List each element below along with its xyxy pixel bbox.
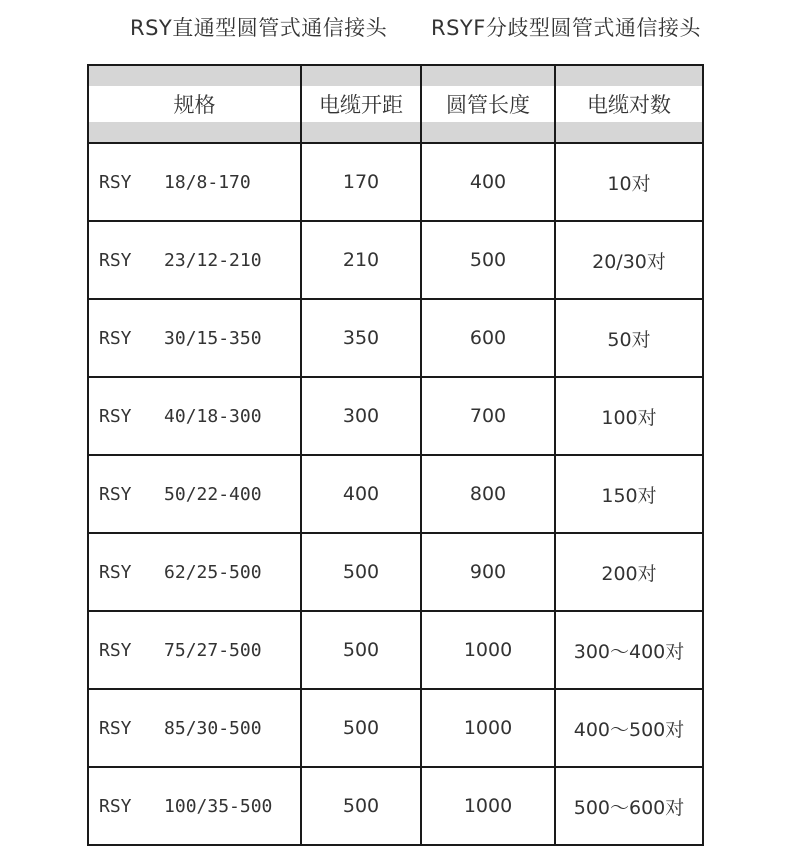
header-spec: 规格 (88, 65, 301, 143)
cell-spec: RSY 30/15-350 (88, 299, 301, 377)
cell-cable-pairs: 300～400对 (555, 611, 703, 689)
table-row (88, 689, 703, 767)
cell-tube-length: 1000 (421, 611, 555, 689)
table-row (88, 299, 703, 377)
cell-cable-spacing: 170 (301, 143, 421, 221)
cell-cable-spacing: 400 (301, 455, 421, 533)
title-rsyf-branch: RSYF分歧型圆管式通信接头 (431, 16, 701, 40)
cell-spec: RSY 40/18-300 (88, 377, 301, 455)
cell-spec: RSY 85/30-500 (88, 689, 301, 767)
table-row (88, 611, 703, 689)
cell-cable-spacing: 500 (301, 611, 421, 689)
table-row (88, 767, 703, 845)
table-row (88, 533, 703, 611)
cell-cable-pairs: 500～600对 (555, 767, 703, 845)
table-row (88, 143, 703, 221)
cell-cable-pairs: 200对 (555, 533, 703, 611)
cell-cable-pairs: 400～500对 (555, 689, 703, 767)
cell-cable-spacing: 500 (301, 689, 421, 767)
cell-cable-pairs: 20/30对 (555, 221, 703, 299)
cell-spec: RSY 75/27-500 (88, 611, 301, 689)
cell-cable-spacing: 300 (301, 377, 421, 455)
header-cable-spacing: 电缆开距 (301, 65, 421, 143)
cell-spec: RSY 100/35-500 (88, 767, 301, 845)
cell-tube-length: 400 (421, 143, 555, 221)
header-tube-length: 圆管长度 (421, 65, 555, 143)
cell-cable-spacing: 210 (301, 221, 421, 299)
table-row (88, 377, 703, 455)
table-row (88, 455, 703, 533)
cell-cable-pairs: 50对 (555, 299, 703, 377)
cell-spec: RSY 50/22-400 (88, 455, 301, 533)
cell-cable-spacing: 500 (301, 767, 421, 845)
cell-tube-length: 800 (421, 455, 555, 533)
cell-spec: RSY 23/12-210 (88, 221, 301, 299)
cell-cable-pairs: 150对 (555, 455, 703, 533)
cell-cable-pairs: 10对 (555, 143, 703, 221)
header-cable-pairs: 电缆对数 (555, 65, 703, 143)
cell-tube-length: 500 (421, 221, 555, 299)
cell-cable-spacing: 500 (301, 533, 421, 611)
cell-tube-length: 1000 (421, 767, 555, 845)
table-row (88, 221, 703, 299)
cell-tube-length: 1000 (421, 689, 555, 767)
spec-table (87, 64, 704, 846)
cell-tube-length: 600 (421, 299, 555, 377)
cell-tube-length: 900 (421, 533, 555, 611)
title-rsy-straight: RSY直通型圆管式通信接头 (130, 16, 388, 40)
cell-cable-pairs: 100对 (555, 377, 703, 455)
table-header-row (88, 65, 703, 143)
cell-tube-length: 700 (421, 377, 555, 455)
cell-spec: RSY 62/25-500 (88, 533, 301, 611)
cell-cable-spacing: 350 (301, 299, 421, 377)
cell-spec: RSY 18/8-170 (88, 143, 301, 221)
